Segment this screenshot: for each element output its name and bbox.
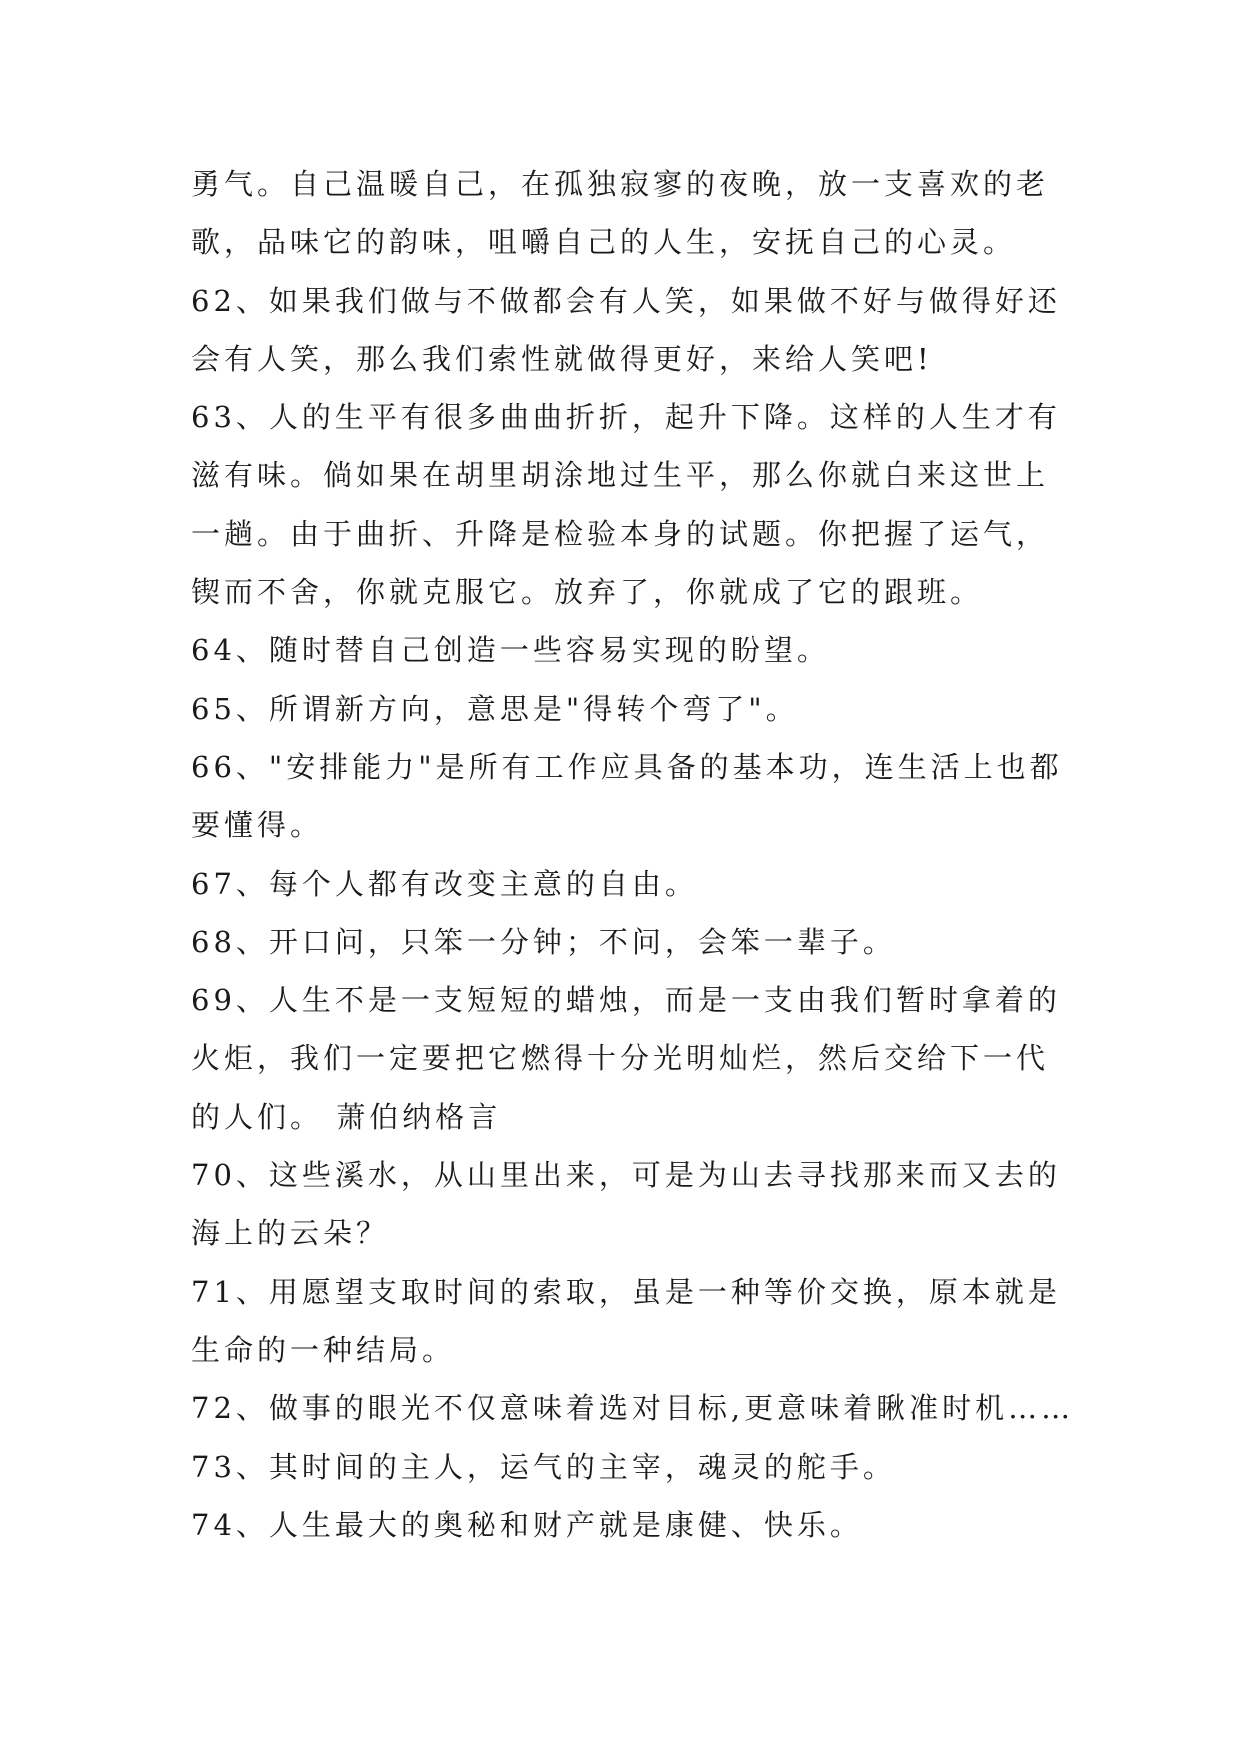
text-line: 64、随时替自己创造一些容易实现的盼望。 [191,633,830,668]
body-text [191,155,1075,1554]
text-line: 63、人的生平有很多曲曲折折，起升下降。这样的人生才有 [191,400,1061,435]
text-line: 73、其时间的主人，运气的主宰，魂灵的舵手。 [191,1449,896,1484]
text-line: 74、人生最大的奥秘和财产就是康健、快乐。 [191,1507,863,1542]
text-line: 68、开口问，只笨一分钟；不问，会笨一辈子。 [191,924,896,959]
text-line: 要懂得。 [191,808,324,843]
text-line: 69、人生不是一支短短的蜡烛，而是一支由我们暂时拿着的 [191,983,1061,1018]
text-line: 65、所谓新方向，意思是"得转个弯了"。 [191,691,799,726]
text-line: 生命的一种结局。 [191,1332,456,1367]
text-line: 锲而不舍，你就克服它。放弃了，你就成了它的跟班。 [191,575,984,610]
text-line: 71、用愿望支取时间的索取，虽是一种等价交换，原本就是 [191,1274,1061,1309]
text-line: 66、"安排能力"是所有工作应具备的基本功，连生活上也都 [191,749,1063,784]
text-line: 火炬，我们一定要把它燃得十分光明灿烂，然后交给下一代 [191,1041,1050,1076]
text-line: 勇气。自己温暖自己，在孤独寂寥的夜晚，放一支喜欢的老 [191,167,1050,201]
text-line: 70、这些溪水，从山里出来，可是为山去寻找那来而又去的 [191,1158,1061,1193]
text-line: 62、如果我们做与不做都会有人笑，如果做不好与做得好还 [191,283,1061,318]
text-line: 72、做事的眼光不仅意味着选对目标,更意味着瞅准时机…… [191,1391,1075,1426]
text-line: 滋有味。倘如果在胡里胡涂地过生平，那么你就白来这世上 [191,458,1050,493]
text-line: 的人们。 萧伯纳格言 [191,1099,502,1134]
text-line: 会有人笑，那么我们索性就做得更好，来给人笑吧! [191,341,933,376]
text-line: 一趟。由于曲折、升降是检验本身的试题。你把握了运气， [191,516,1050,551]
text-line: 海上的云朵？ [191,1216,390,1251]
text-line: 歌，品味它的韵味，咀嚼自己的人生，安抚自己的心灵。 [191,225,1017,260]
text-line: 67、每个人都有改变主意的自由。 [191,866,698,901]
